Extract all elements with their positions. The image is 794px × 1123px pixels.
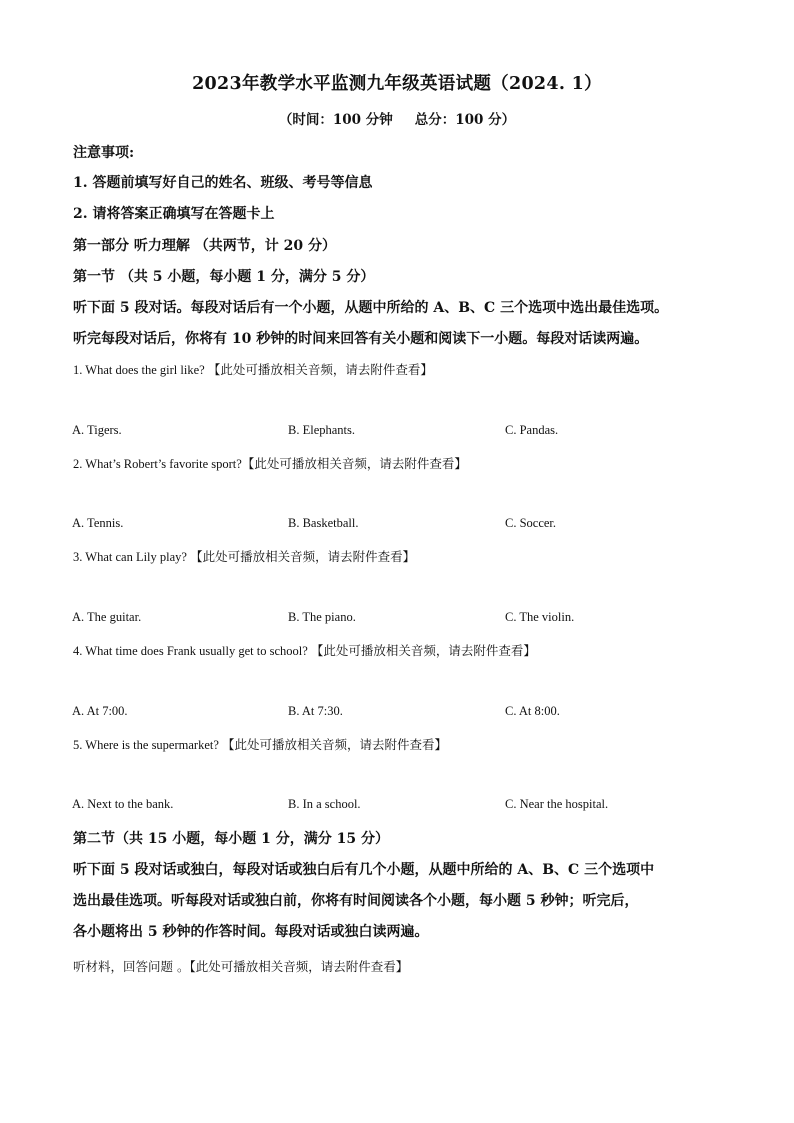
audio-note: 【此处可播放相关音频，请去附件查看】: [190, 549, 416, 564]
option-a: A. At 7:00.: [72, 704, 128, 718]
notice-heading: 注意事项:: [73, 145, 135, 161]
part1-heading: 第一部分 听力理解 （共两节，计 20 分）: [73, 238, 336, 254]
notice-item: 1. 答题前填写好自己的姓名、班级、考号等信息: [73, 175, 373, 191]
option-b: B. In a school.: [288, 797, 361, 811]
audio-note: 【此处可播放相关音频，请去附件查看】: [310, 643, 536, 658]
section2-instruction: 各小题将出 5 秒钟的作答时间。每段对话或独白读两遍。: [73, 924, 429, 940]
listen-prompt-text: 听材料，回答问题 。: [73, 959, 190, 974]
question-3: [73, 547, 415, 565]
option-b: B. Basketball.: [288, 516, 359, 530]
option-a: A. Next to the bank.: [72, 797, 174, 811]
audio-note: 【此处可播放相关音频，请去附件查看】: [207, 362, 433, 377]
page-title: 2023年教学水平监测九年级英语试题（2024. 1）: [192, 74, 602, 94]
question-text: 4. What time does Frank usually get to school?: [73, 644, 308, 658]
notice-item: 2. 请将答案正确填写在答题卡上: [73, 206, 275, 222]
section2-heading: 第二节（共 15 小题，每小题 1 分，满分 15 分）: [73, 831, 389, 847]
option-a: A. The guitar.: [72, 610, 142, 624]
audio-note: 【此处可播放相关音频，请去附件查看】: [241, 456, 467, 471]
question-text: 2. What’s Robert’s favorite sport?: [73, 457, 242, 471]
option-b: B. Elephants.: [288, 423, 356, 437]
option-c: C. Near the hospital.: [505, 797, 609, 811]
section2-instruction: 听下面 5 段对话或独白，每段对话或独白后有几个小题，从题中所给的 A、B、C 三个选项中: [73, 862, 655, 878]
question-5: [73, 735, 447, 753]
exam-meta: [0, 108, 794, 128]
listen-prompt: [73, 957, 408, 975]
option-c: C. At 8:00.: [505, 704, 560, 718]
question-text: 5. Where is the supermarket?: [73, 738, 219, 752]
question-text: 1. What does the girl like?: [73, 363, 205, 377]
option-a: A. Tennis.: [72, 516, 124, 530]
section1-instruction: 听完每段对话后，你将有 10 秒钟的时间来回答有关小题和阅读下一小题。每段对话读两遍。: [73, 331, 649, 347]
exam-time: （时间：100 分钟: [278, 112, 393, 128]
question-2: [73, 454, 467, 472]
section1-heading: 第一节 （共 5 小题，每小题 1 分，满分 5 分）: [73, 269, 375, 285]
section1-instruction: 听下面 5 段对话。每段对话后有一个小题，从题中所给的 A、B、C 三个选项中选出最佳选项。: [73, 300, 669, 316]
audio-note: 【此处可播放相关音频，请去附件查看】: [222, 737, 448, 752]
section2-instruction: 选出最佳选项。听每段对话或独白前，你将有时间阅读各个小题，每小题 5 秒钟；听完后，: [73, 893, 639, 909]
question-4: [73, 641, 536, 659]
option-b: B. At 7:30.: [288, 704, 343, 718]
question-1: [73, 360, 433, 378]
exam-score: 总分：100 分）: [414, 112, 516, 128]
option-c: C. Pandas.: [505, 423, 559, 437]
option-b: B. The piano.: [288, 610, 356, 624]
audio-note: 【此处可播放相关音频，请去附件查看】: [189, 959, 409, 974]
option-c: C. Soccer.: [505, 516, 557, 530]
option-c: C. The violin.: [505, 610, 575, 624]
option-a: A. Tigers.: [72, 423, 122, 437]
question-text: 3. What can Lily play?: [73, 550, 187, 564]
